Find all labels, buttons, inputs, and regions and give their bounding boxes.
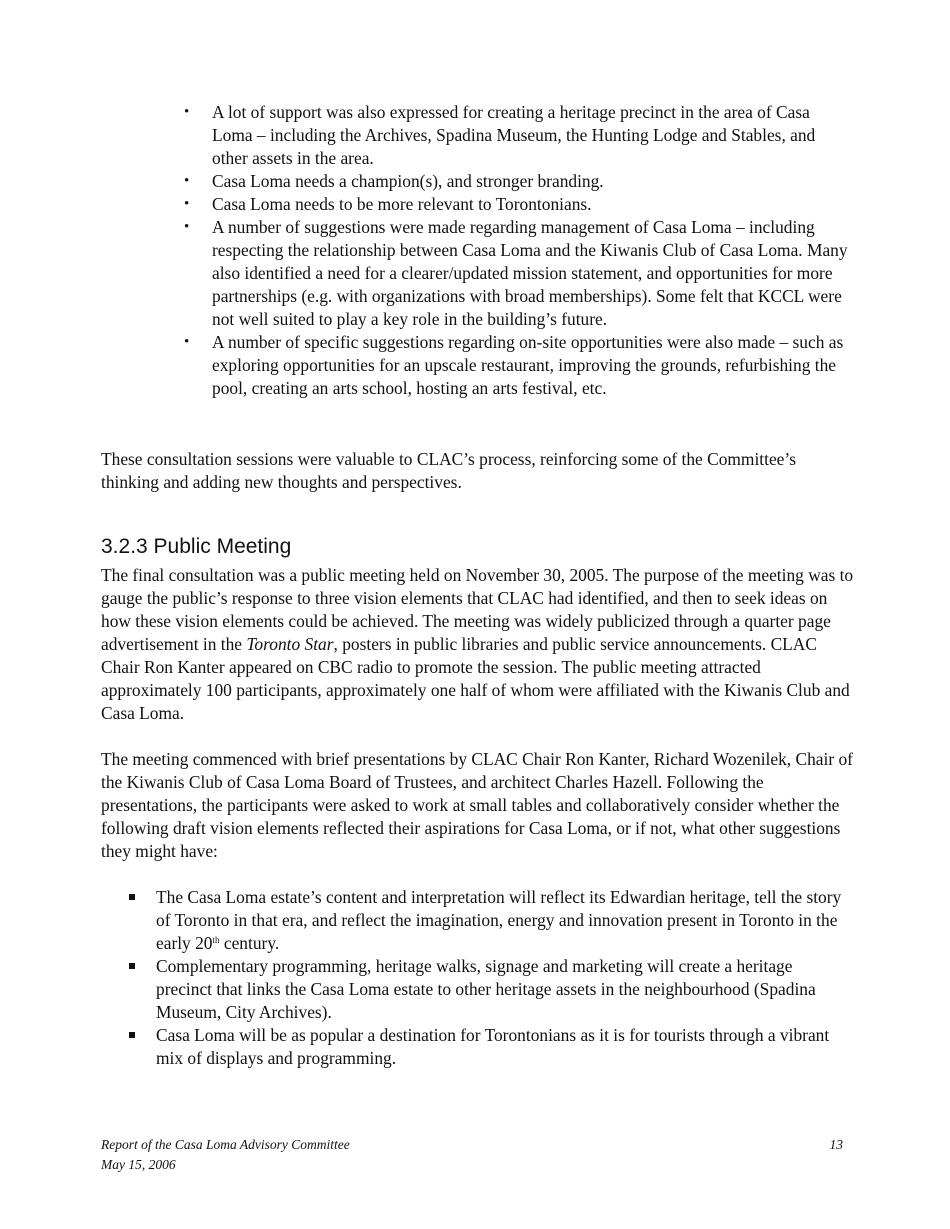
summary-paragraph: These consultation sessions were valuable to CLAC’s process, reinforcing some of the Committee’s thinking and adding new thoughts and perspectives.	[101, 449, 796, 492]
list-item-text: A number of suggestions were made regarding management of Casa Loma – including respecting the relationship between Casa Loma and the Kiwanis Club of Casa Loma. Many also identified a need for a clearer/updated mission statement, and opportunities for more partnerships (e.g. with organizations with broad memberships). Some felt that KCCL were not well suited to play a key role in the building’s future.	[212, 217, 848, 329]
bullet-icon: •	[184, 219, 190, 235]
list-item	[184, 170, 850, 193]
bullet-icon: •	[184, 104, 190, 120]
bullet-icon: •	[184, 196, 190, 212]
public-meeting-paragraph	[101, 564, 856, 725]
publication-name: Toronto Star	[246, 634, 334, 654]
paragraph-text: The final consultation was a public meeting held on November 30, 2005. The purpose of the meeting was to gauge the public’s response to three vision elements that CLAC had identified, and then to seek ideas on how these vision elements could be achieved. The meeting was widely publicized through a quarter page advertisement in the	[101, 565, 854, 654]
section-heading: 3.2.3 Public Meeting	[101, 535, 292, 558]
square-bullet-icon	[129, 894, 135, 900]
bullet-icon: •	[184, 334, 190, 350]
page-footer	[101, 1135, 843, 1175]
list-item-text: A number of specific suggestions regarding on-site opportunities were also made – such as exploring opportunities for an upscale restaurant, improving the grounds, refurbishing the pool, creating an arts school, hosting an arts festival, etc.	[212, 332, 844, 398]
list-item-text: Casa Loma needs to be more relevant to Torontonians.	[212, 194, 592, 214]
list-item-text: Casa Loma will be as popular a destination for Torontonians as it is for tourists through a vibrant mix of displays and programming.	[156, 1025, 830, 1068]
list-item	[128, 886, 850, 955]
footer-report-title: Report of the Casa Loma Advisory Committee	[101, 1137, 350, 1152]
bullet-icon: •	[184, 173, 190, 189]
list-item	[128, 1024, 850, 1070]
list-item	[184, 101, 850, 170]
list-item	[184, 331, 850, 400]
meeting-format-paragraph: The meeting commenced with brief presentations by CLAC Chair Ron Kanter, Richard Wozenilek, Chair of the Kiwanis Club of Casa Loma Board of Trustees, and architect Charles Hazell. Following the presentations, the participants were asked to work at small tables and collaboratively consider whether the following draft vision elements reflected their aspirations for Casa Loma, or if not, what other suggestions they might have:	[101, 749, 853, 861]
square-bullet-icon	[129, 963, 135, 969]
page-number: 13	[829, 1137, 843, 1152]
list-item-text: A lot of support was also expressed for creating a heritage precinct in the area of Casa Loma – including the Archives, Spadina Museum, the Hunting Lodge and Stables, and other assets in the area.	[212, 102, 816, 168]
list-item	[184, 216, 850, 331]
list-item	[128, 955, 850, 1024]
ordinal-suffix: th	[212, 935, 220, 945]
list-item-text: Casa Loma needs a champion(s), and stronger branding.	[212, 171, 604, 191]
list-item-text: century.	[219, 933, 280, 953]
list-item	[184, 193, 850, 216]
list-item-text: Complementary programming, heritage walks, signage and marketing will create a heritage precinct that links the Casa Loma estate to other heritage assets in the neighbourhood (Spadina Museum, City Archives).	[156, 956, 816, 1022]
paragraph-text: , posters in public libraries and public service announcements. CLAC Chair Ron Kanter appeared on CBC radio to promote the session. The public meeting attracted approximately 100 participants, approximately one half of whom were affiliated with the Kiwanis Club and Casa Loma.	[101, 634, 850, 723]
square-bullet-icon	[129, 1032, 135, 1038]
list-item-text: The Casa Loma estate’s content and interpretation will reflect its Edwardian heritage, tell the story of Toronto in that era, and reflect the imagination, energy and innovation present in Toronto in the early 20	[156, 887, 842, 953]
footer-date: May 15, 2006	[101, 1157, 176, 1172]
vision-elements-list	[128, 886, 850, 1070]
stakeholder-feedback-list	[184, 101, 850, 400]
